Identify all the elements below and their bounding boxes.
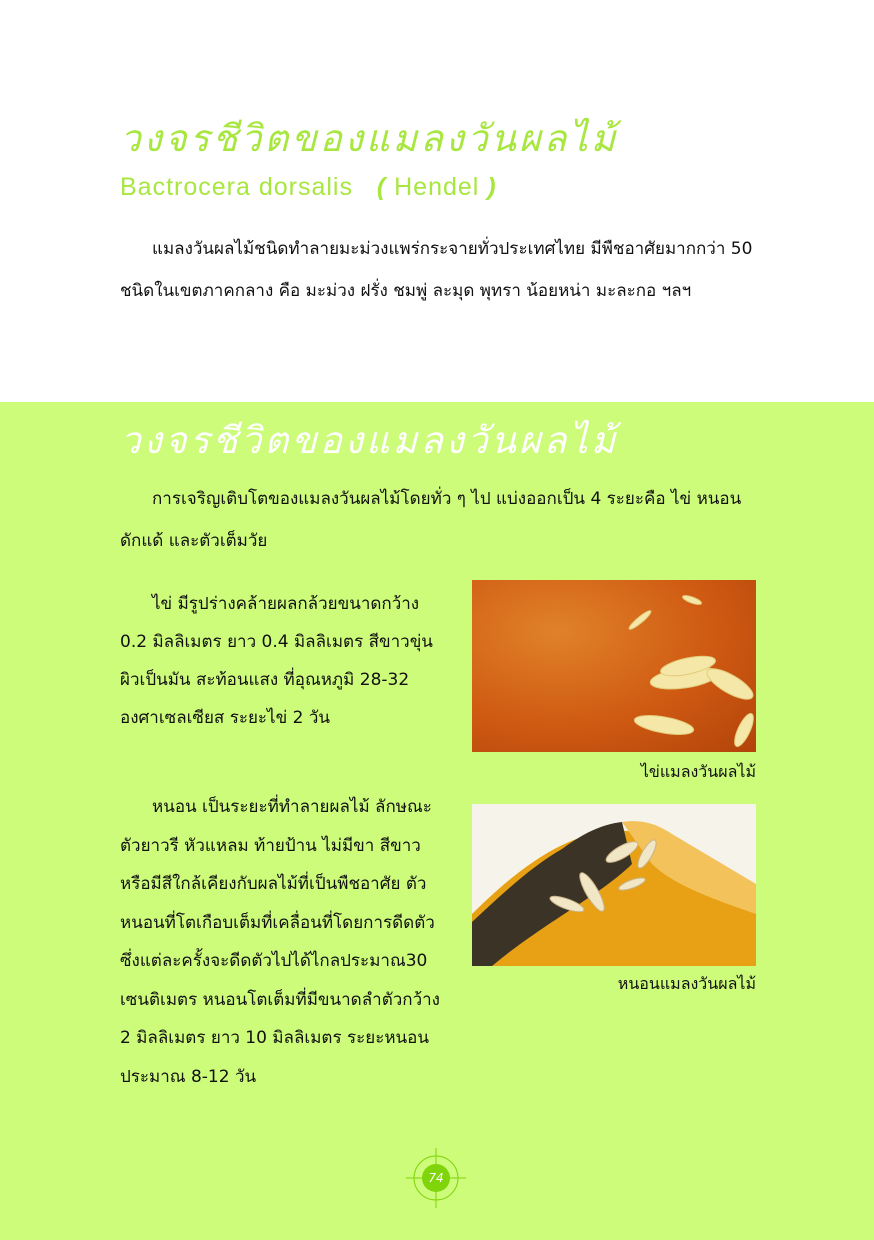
egg-photo xyxy=(472,580,756,752)
white-header-area xyxy=(0,0,874,402)
section-intro-text: การเจริญเติบโตของแมลงวันผลไม้โดยทั่ว ๆ ไป แบ่งออกเป็น 4 ระยะคือ ไข่ หนอน ดักแด้ และตัวเต็มวัย xyxy=(120,489,742,551)
author-close-paren: ) xyxy=(487,173,497,201)
scientific-name-text: Bactrocera dorsalis xyxy=(120,173,353,201)
egg-text: ไข่ มีรูปร่างคล้ายผลกล้วยขนาดกว้าง 0.2 มิลลิเมตร ยาว 0.4 มิลลิเมตร สีขาวขุ่น ผิวเป็นมัน สะท้อนแสง ที่อุณหภูมิ 28-32 องศาเซลเซียส ระยะไข่ 2 วัน xyxy=(120,594,433,728)
larva-caption: หนอนแมลงวันผลไม้ xyxy=(617,974,756,993)
section-title: วงจรชีวิตของแมลงวันผลไม้ xyxy=(120,419,619,462)
egg-paragraph xyxy=(120,585,445,737)
intro-text: แมลงวันผลไม้ชนิดทำลายมะม่วงแพร่กระจายทั่วประเทศไทย มีพืชอาศัยมากกว่า 50 ชนิดในเขตภาคกลาง คือ มะม่วง ฝรั่ง ชมพู่ ละมุด พุทรา น้อยหน่า มะละกอ ฯลฯ xyxy=(120,239,753,301)
author-open-paren: ( xyxy=(376,173,387,201)
larva-text: หนอน เป็นระยะที่ทำลายผลไม้ ลักษณะตัวยาวรี หัวแหลม ท้ายป้าน ไม่มีขา สีขาว หรือมีสีใกล้เคียงกับผลไม้ที่เป็นพืชอาศัย ตัวหนอนที่โตเกือบเต็มที่เคลื่อนที่โดยการดีดตัว ซึ่งแต่ละครั้งจะดีดตัวไปได้ไกลประมาณ30 เซนติเมตร หนอนโตเต็มที่มีขนาดลำตัวกว้าง 2 มิลลิเมตร ยาว 10 มิลลิเมตร ระยะหนอนประมาณ 8-12 วัน xyxy=(120,797,440,1087)
page-number: 74 xyxy=(422,1164,450,1192)
larva-illustration xyxy=(472,804,756,966)
intro-paragraph xyxy=(120,228,760,312)
page-number-badge xyxy=(404,1146,468,1210)
scientific-name xyxy=(120,175,497,200)
larva-photo xyxy=(472,804,756,966)
egg-illustration xyxy=(472,580,756,752)
egg-caption: ไข่แมลงวันผลไม้ xyxy=(640,762,756,781)
section-intro-paragraph xyxy=(120,478,760,562)
page-title: วงจรชีวิตของแมลงวันผลไม้ xyxy=(120,117,619,160)
larva-paragraph xyxy=(120,788,445,1096)
author-name: Hendel xyxy=(394,173,480,201)
